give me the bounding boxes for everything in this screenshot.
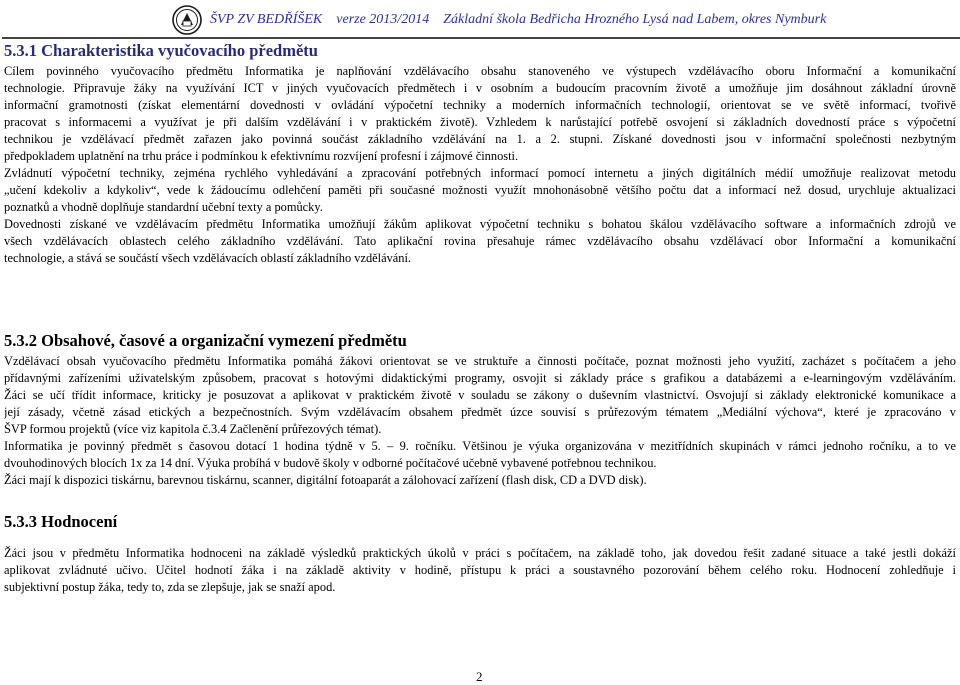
paragraph-line: Cílem povinného vyučovacího předmětu Informatika je naplňování vzdělávacího obsahu stanoveného ve výstupech vzdělávacího oboru Informační a komunikační xyxy=(4,64,956,78)
paragraph-line: technikou je vzdělávací předmět zařazen jako povinná součást základního vzdělávání na 1. a 2. stupni. Získané dovednosti jsou v informační společnosti nezbytným xyxy=(4,132,956,146)
paragraph-line: technologie. Připravuje žáky na využívání ICT v jiných vyučovacích předmětech i v osobním a budoucím pracovním životě a umožňuje jim dosáhnout základní úrovně xyxy=(4,81,956,95)
page-number: 2 xyxy=(476,669,483,684)
paragraph-line: informační gramotnosti (získat elementární dovednosti v ovládání výpočetní techniky a moderních informačních technologií, orientovat se ve světě informací, tvořivě xyxy=(4,98,956,112)
paragraph-line: aplikovat zvládnuté učivo. Učitel hodnotí žáka i na základě aktivity v hodině, přístupu k práci a soustavného pozorování během celého roku. Hodnocení zohledňuje i xyxy=(4,563,956,577)
paragraph-line: subjektivní postup žáka, tedy to, zda se zlepšuje, jak se snaží apod. xyxy=(4,580,336,594)
paragraph-line: Informatika je povinný předmět s časovou dotací 1 hodina týdně v 5. – 9. ročníku. Většinou je výuka organizována v mezitřídních skupinách v rámci jednoho ročníku, a to ve xyxy=(4,439,956,453)
program-version: verze 2013/2014 xyxy=(336,12,430,27)
paragraph-line: její zásady, včetně zásad etických a bezpečnostních. Svým vzdělávacím obsahem předmět úzce souvisí s průřezovým tématem „Mediální výchova“, které je zpracováno v xyxy=(4,405,956,419)
paragraph-line: dvouhodinových blocích 1x za 14 dní. Výuka probíhá v budově školy v odborné počítačové učebně vybavené potřebnou technikou. xyxy=(4,456,657,470)
section-heading-characteristics: 5.3.1 Charakteristika vyučovacího předmětu xyxy=(4,41,318,60)
school-name: Základní škola Bedřicha Hrozného Lysá nad Labem, okres Nymburk xyxy=(443,12,827,27)
paragraph-line: všech vzdělávacích oblastech celého základního vzdělávání. Tato aplikační rovina přesahuje rámec vzdělávacího obsahu vzdělávací obor Informační a komunikační xyxy=(4,234,956,248)
paragraph-line: pracovat s informacemi a využívat je při dalším vzdělávání i v praktickém životě). Vzhledem k narůstající potřebě osvojení si základních dovedností práce s výpočetní xyxy=(4,115,956,129)
header-text xyxy=(210,12,826,28)
paragraph-line: Žáci mají k dispozici tiskárnu, barevnou tiskárnu, scanner, digitální fotoaparát a zálohovací zařízení (flash disk, CD a DVD disk). xyxy=(4,473,647,487)
header-divider xyxy=(2,37,960,39)
section-heading-evaluation: 5.3.3 Hodnocení xyxy=(4,512,118,531)
paragraph-line: přídavnými zařízeními uživatelským způsobem, pracovat s hotovými didaktickými programy, osvojit si základy práce s grafikou a databázemi a e-learningovým vzděláváním. xyxy=(4,371,956,385)
paragraph-line: předpokladem uplatnění na trhu práce i podmínkou k efektivnímu rozvíjení profesní i zájmové činnosti. xyxy=(4,149,519,163)
paragraph-line: Žáci jsou v předmětu Informatika hodnoceni na základě výsledků praktických úkolů v práci s počítačem, na základě toho, jak dovedou řešit zadané situace a také jestli dokáží xyxy=(4,546,956,560)
paragraph-line: technologie, a stává se součástí všech vzdělávacích oblastí základního vzdělávání. xyxy=(4,251,412,265)
paragraph-line: Zvládnutí výpočetní techniky, zejména rychlého vyhledávání a zpracování potřebných informací pomocí internetu a jiných digitálních médií umožňuje realizovat metodu xyxy=(4,166,956,180)
paragraph-line: Žáci se učí třídit informace, kriticky je posuzovat a aplikovat v praktickém životě v souladu se zákony o duševním vlastnictví. Osvojují si základy elektronické komunikace a xyxy=(4,388,956,402)
paragraph-line: „učení kdekoliv a kdykoliv“, vede k žádoucímu odlehčení paměti při současné možnosti využít mnohonásobně většího počtu dat a informací než dosud, urychluje aktualizaci xyxy=(4,183,956,197)
school-program-name: ŠVP ZV BEDŘÍŠEK xyxy=(210,12,323,27)
paragraph-line: poznatků a vhodně doplňuje standardní učební texty a pomůcky. xyxy=(4,200,323,214)
page-header xyxy=(172,5,932,35)
school-logo-icon xyxy=(172,5,202,35)
paragraph-line: Vzdělávací obsah vyučovacího předmětu Informatika pomáhá žákovi orientovat se ve struktuře a činnosti počítače, poznat možnosti jeho využití, zacházet s počítačem a jeho xyxy=(4,354,956,368)
section-heading-content-time-organization: 5.3.2 Obsahové, časové a organizační vymezení předmětu xyxy=(4,331,407,350)
paragraph-line: Dovednosti získané ve vzdělávacím předmětu Informatika umožňují žákům aplikovat výpočetní techniku s bohatou škálou vzdělávacího software a informačních zdrojů ve xyxy=(4,217,956,231)
paragraph-line: ŠVP formou projektů (více viz kapitola č.3.4 Začlenění průřezových témat). xyxy=(4,422,382,436)
